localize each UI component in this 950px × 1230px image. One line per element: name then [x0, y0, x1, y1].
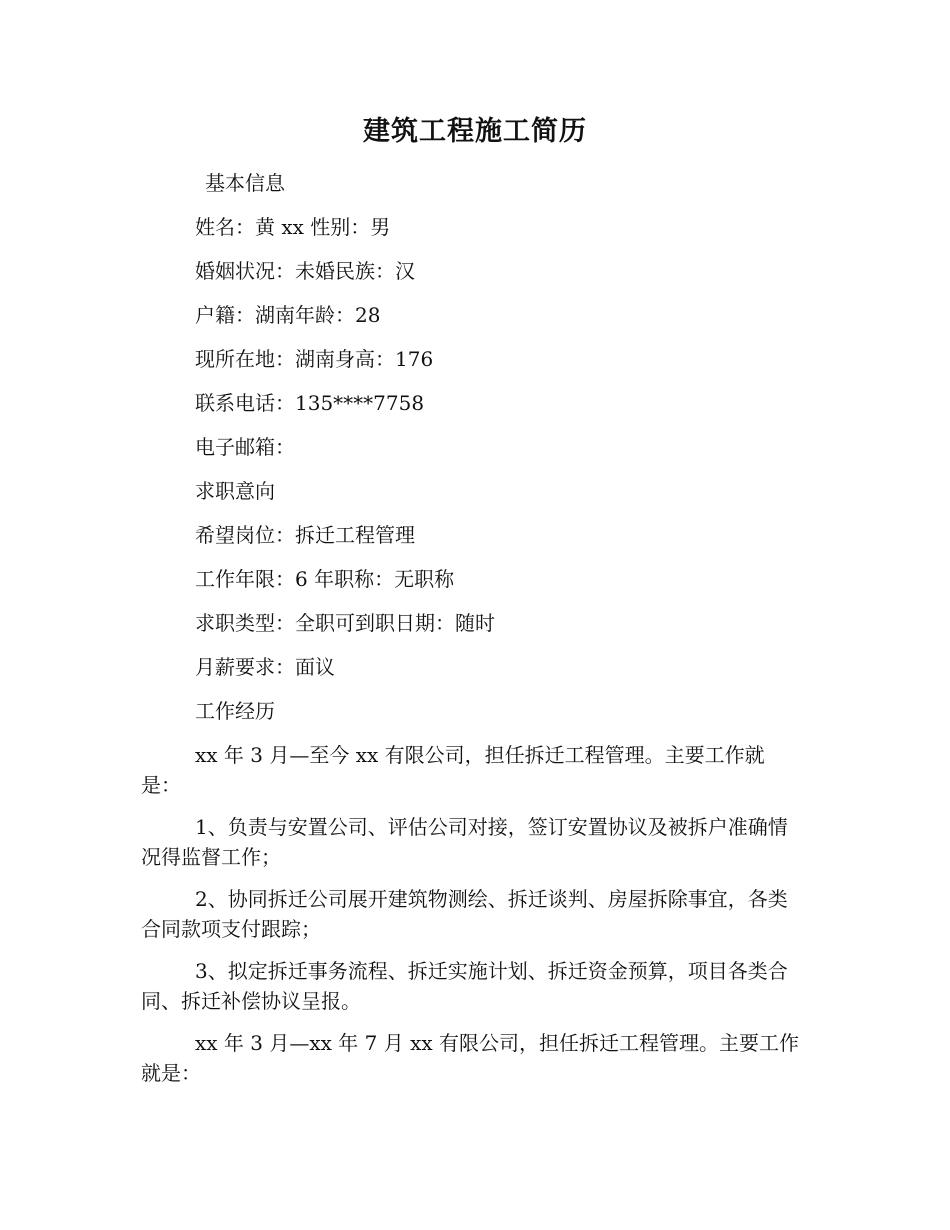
- experience-paragraph: xx 年 3 月—xx 年 7 月 xx 有限公司，担任拆迁工程管理。主要工作就是：: [141, 1031, 799, 1085]
- experience-paragraph: 2、协同拆迁公司展开建筑物测绘、拆迁谈判、房屋拆除事宜，各类合同款项支付跟踪；: [141, 887, 788, 941]
- section-heading-work-experience: 工作经历: [195, 699, 275, 723]
- intent-line-position: 希望岗位：拆迁工程管理: [195, 523, 415, 547]
- experience-paragraph: 1、负责与安置公司、评估公司对接，签订安置协议及被拆户准确情况得监督工作；: [141, 815, 788, 869]
- info-line-phone: 联系电话：135****7758: [195, 391, 425, 415]
- intent-line-years-title: 工作年限：6 年职称：无职称: [195, 567, 455, 591]
- info-line-marital-ethnicity: 婚姻状况：未婚民族：汉: [195, 259, 415, 283]
- info-line-location-height: 现所在地：湖南身高：176: [195, 347, 434, 371]
- experience-paragraph: xx 年 3 月—至今 xx 有限公司，担任拆迁工程管理。主要工作就是：: [141, 743, 765, 797]
- section-heading-job-intent: 求职意向: [195, 479, 275, 503]
- info-line-name-gender: 姓名：黄 xx 性别：男: [195, 215, 391, 239]
- experience-paragraph: 3、拟定拆迁事务流程、拆迁实施计划、拆迁资金预算，项目各类合同、拆迁补偿协议呈报。: [141, 959, 788, 1013]
- info-line-hometown-age: 户籍：湖南年龄：28: [195, 303, 381, 327]
- intent-line-type-start-date: 求职类型：全职可到职日期：随时: [195, 611, 495, 635]
- section-heading-basic-info: 基本信息: [205, 171, 285, 195]
- document-title: 建筑工程施工简历: [363, 116, 587, 147]
- intent-line-salary: 月薪要求：面议: [195, 655, 335, 679]
- info-line-email: 电子邮箱：: [195, 435, 295, 459]
